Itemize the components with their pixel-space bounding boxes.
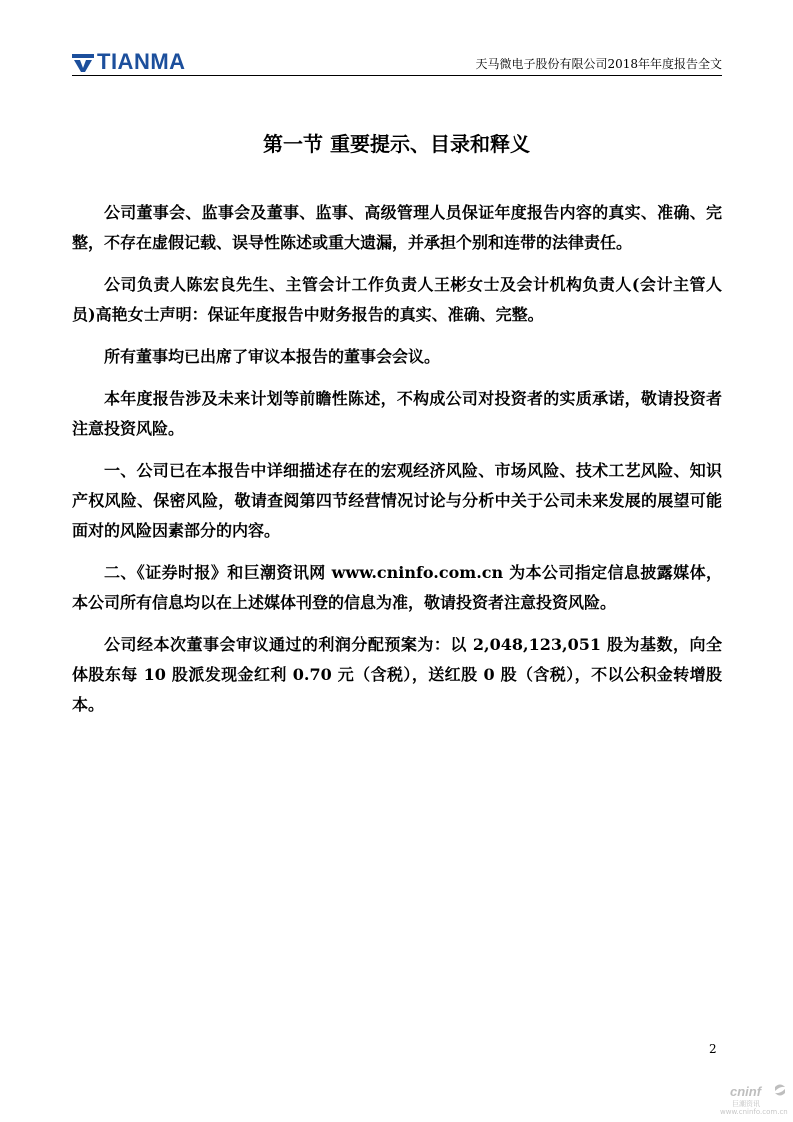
cninfo-logo-icon [772,1082,788,1098]
paragraph: 一、公司已在本报告中详细描述存在的宏观经济风险、市场风险、技术工艺风险、知识产权风险、保密风险，敬请查阅第四节经营情况讨论与分析中关于公司未来发展的展望可能面对的风险因素部分的内容。 [72,461,722,540]
watermark-url: www.cninfo.com.cn [720,1108,788,1116]
section-title: 第一节 重要提示、目录和释义 [263,132,530,156]
tianma-logo-icon [72,52,94,72]
watermark-sub: 巨潮资讯 [732,1100,760,1108]
paragraph: 公司董事会、监事会及董事、监事、高级管理人员保证年度报告内容的真实、准确、完整，不存在虚假记载、误导性陈述或重大遗漏，并承担个别和连带的法律责任。 [72,203,722,252]
cninfo-watermark [710,1080,792,1118]
paragraph: 公司经本次董事会审议通过的利润分配预案为：以 2,048,123,051 股为基数，向全体股东每 10 股派发现金红利 0.70 元（含税），送红股 0 股（含税），不以公积金转增股本。 [72,635,722,714]
paragraph: 所有董事均已出席了审议本报告的董事会会议。 [104,347,441,366]
tianma-logo [72,51,186,73]
page-header [72,48,722,76]
page-content [72,198,722,732]
paragraph: 二、《证券时报》和巨潮资讯网 www.cninfo.com.cn 为本公司指定信息披露媒体，本公司所有信息均以在上述媒体刊登的信息为准，敬请投资者注意投资风险。 [72,563,722,612]
paragraph: 公司负责人陈宏良先生、主管会计工作负责人王彬女士及会计机构负责人(会计主管人员)高艳女士声明：保证年度报告中财务报告的真实、准确、完整。 [72,275,722,324]
paragraph: 本年度报告涉及未来计划等前瞻性陈述，不构成公司对投资者的实质承诺，敬请投资者注意投资风险。 [72,389,722,438]
watermark-brand: cninf [730,1084,762,1099]
header-divider [72,75,722,76]
document-title: 天马微电子股份有限公司2018年年度报告全文 [475,57,722,71]
page-number: 2 [709,1042,717,1056]
logo-text: TIANMA [97,49,186,74]
